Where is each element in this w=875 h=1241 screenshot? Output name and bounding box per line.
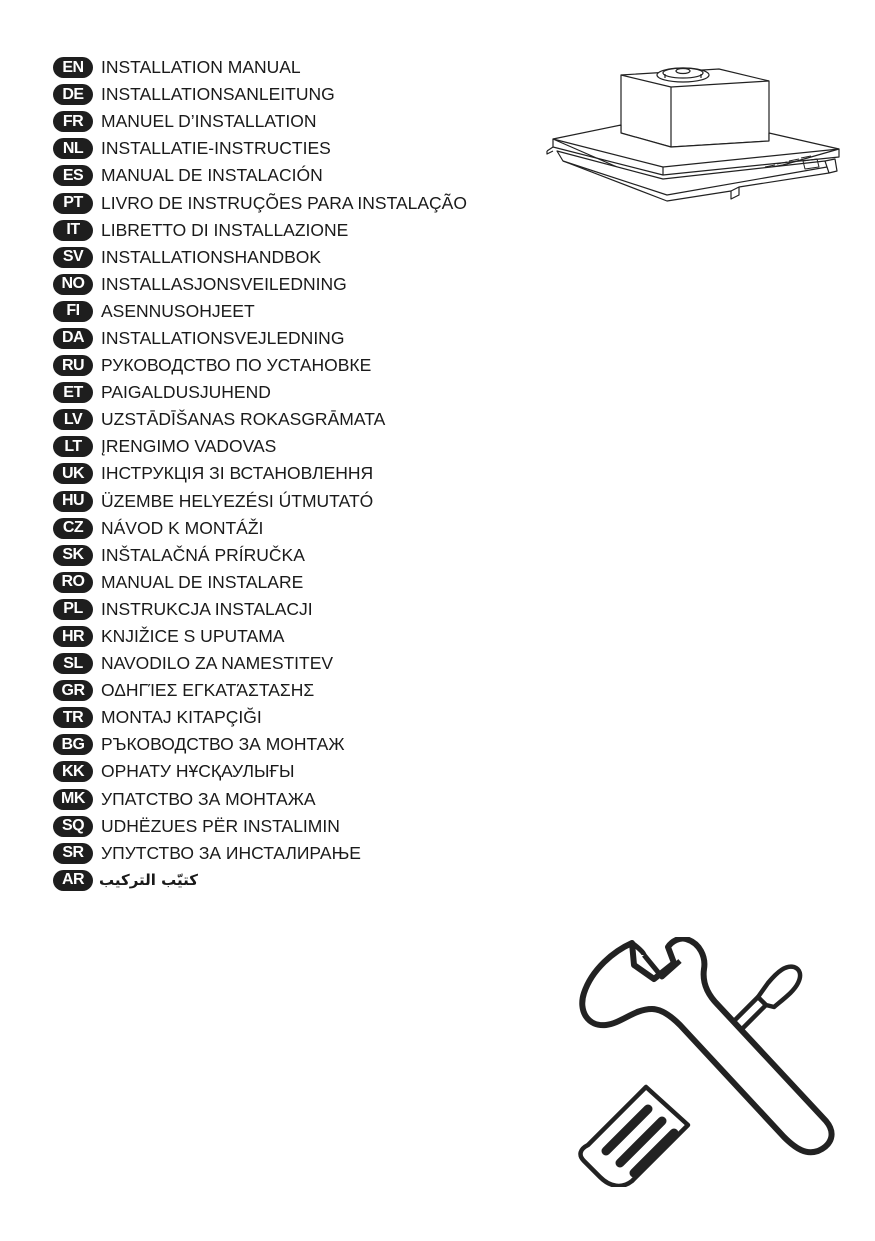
language-row-kk (53, 758, 523, 785)
language-row-da (53, 325, 523, 352)
language-row-es (53, 162, 523, 189)
manual-title: INSTALLATIONSHANDBOK (101, 246, 322, 267)
language-row-mk (53, 786, 523, 813)
manual-title: MONTAJ KITAPÇIĞI (101, 707, 262, 728)
language-code-badge: DE (53, 84, 93, 105)
language-code-badge: AR (53, 870, 93, 891)
language-row-fr (53, 108, 523, 135)
language-code-badge: PL (53, 599, 93, 620)
wrench-screwdriver-icon (570, 937, 840, 1187)
manual-title: NÁVOD K MONTÁŽI (101, 517, 264, 538)
language-code-badge: MK (53, 789, 93, 810)
manual-title: INSTRUKCJA INSTALACJI (101, 598, 313, 619)
manual-title: LIVRO DE INSTRUÇÕES PARA INSTALAÇÃO (101, 192, 467, 213)
language-row-pl (53, 596, 523, 623)
manual-title: ΟΔΗΓΊΕΣ ΕΓΚΑΤΆΣΤΑΣΗΣ (101, 680, 315, 701)
manual-title: УПУТСТВО ЗА ИНСТАЛИРАЊЕ (101, 842, 361, 863)
language-row-fi (53, 298, 523, 325)
language-row-ar (53, 867, 523, 894)
language-title-list (53, 54, 523, 894)
language-row-no (53, 271, 523, 298)
manual-title: KNJIŽICE S UPUTAMA (101, 626, 285, 647)
language-code-badge: LV (53, 409, 93, 430)
language-code-badge: DA (53, 328, 93, 349)
manual-title: ASENNUSOHJEET (101, 300, 255, 321)
manual-title: UDHËZUES PËR INSTALIMIN (101, 815, 340, 836)
language-code-badge: PT (53, 193, 93, 214)
language-code-badge: GR (53, 680, 93, 701)
language-code-badge: SR (53, 843, 93, 864)
manual-title: PAIGALDUSJUHEND (101, 382, 271, 403)
manual-title: INSTALLATION MANUAL (101, 57, 301, 78)
manual-title: INSTALLATIE-INSTRUCTIES (101, 138, 331, 159)
language-code-badge: SK (53, 545, 93, 566)
language-code-badge: ET (53, 382, 93, 403)
language-row-en (53, 54, 523, 81)
manual-title: РУКОВОДСТВО ПО УСТАНОВКЕ (101, 355, 372, 376)
language-code-badge: NO (53, 274, 93, 295)
language-row-pt (53, 189, 523, 216)
language-row-uk (53, 460, 523, 487)
language-code-badge: NL (53, 138, 93, 159)
language-code-badge: CZ (53, 518, 93, 539)
manual-title: MANUAL DE INSTALARE (101, 571, 304, 592)
language-code-badge: UK (53, 463, 93, 484)
manual-title: INSTALLATIONSVEJLEDNING (101, 327, 345, 348)
language-row-tr (53, 704, 523, 731)
language-row-sl (53, 650, 523, 677)
language-row-bg (53, 731, 523, 758)
manual-title: РЪКОВОДСТВО ЗА МОНТАЖ (101, 734, 345, 755)
manual-title: INŠTALAČNÁ PRÍRUČKA (101, 544, 305, 565)
language-code-badge: EN (53, 57, 93, 78)
language-row-ru (53, 352, 523, 379)
language-row-sk (53, 542, 523, 569)
language-row-lv (53, 406, 523, 433)
language-row-hu (53, 488, 523, 515)
manual-title: ĮRENGIMO VADOVAS (101, 436, 277, 457)
language-row-lt (53, 433, 523, 460)
manual-title: كتيّب التركيب (99, 871, 199, 890)
manual-title: UZSTĀDĪŠANAS ROKASGRĀMATA (101, 409, 386, 430)
manual-title: INSTALLATIONSANLEITUNG (101, 84, 335, 105)
language-row-nl (53, 135, 523, 162)
language-code-badge: SL (53, 653, 93, 674)
manual-title: NAVODILO ZA NAMESTITEV (101, 653, 334, 674)
language-code-badge: KK (53, 761, 93, 782)
language-row-gr (53, 677, 523, 704)
language-row-et (53, 379, 523, 406)
language-code-badge: SQ (53, 816, 93, 837)
language-code-badge: BG (53, 734, 93, 755)
language-code-badge: SV (53, 247, 93, 268)
language-row-sv (53, 244, 523, 271)
language-code-badge: TR (53, 707, 93, 728)
manual-title: MANUAL DE INSTALACIÓN (101, 165, 323, 186)
language-code-badge: HU (53, 491, 93, 512)
manual-title: LIBRETTO DI INSTALLAZIONE (101, 219, 349, 240)
language-code-badge: ES (53, 165, 93, 186)
language-row-sq (53, 813, 523, 840)
manual-title: ÜZEMBE HELYEZÉSI ÚTMUTATÓ (101, 490, 374, 511)
manual-title: УПАТСТВО ЗА МОНТАЖА (101, 788, 316, 809)
language-code-badge: FR (53, 111, 93, 132)
manual-title: MANUEL D’INSTALLATION (101, 111, 317, 132)
language-row-hr (53, 623, 523, 650)
language-row-sr (53, 840, 523, 867)
language-code-badge: HR (53, 626, 93, 647)
language-row-cz (53, 515, 523, 542)
language-code-badge: FI (53, 301, 93, 322)
cooker-hood-drawing (543, 55, 843, 215)
manual-title: ОРНАТУ НҰСҚАУЛЫҒЫ (101, 761, 295, 782)
manual-title: ІНСТРУКЦІЯ ЗІ ВСТАНОВЛЕННЯ (101, 463, 374, 484)
language-row-it (53, 217, 523, 244)
language-code-badge: LT (53, 436, 93, 457)
manual-title: INSTALLASJONSVEILEDNING (101, 273, 347, 294)
language-code-badge: RO (53, 572, 93, 593)
language-row-ro (53, 569, 523, 596)
language-code-badge: RU (53, 355, 93, 376)
language-code-badge: IT (53, 220, 93, 241)
language-row-de (53, 81, 523, 108)
